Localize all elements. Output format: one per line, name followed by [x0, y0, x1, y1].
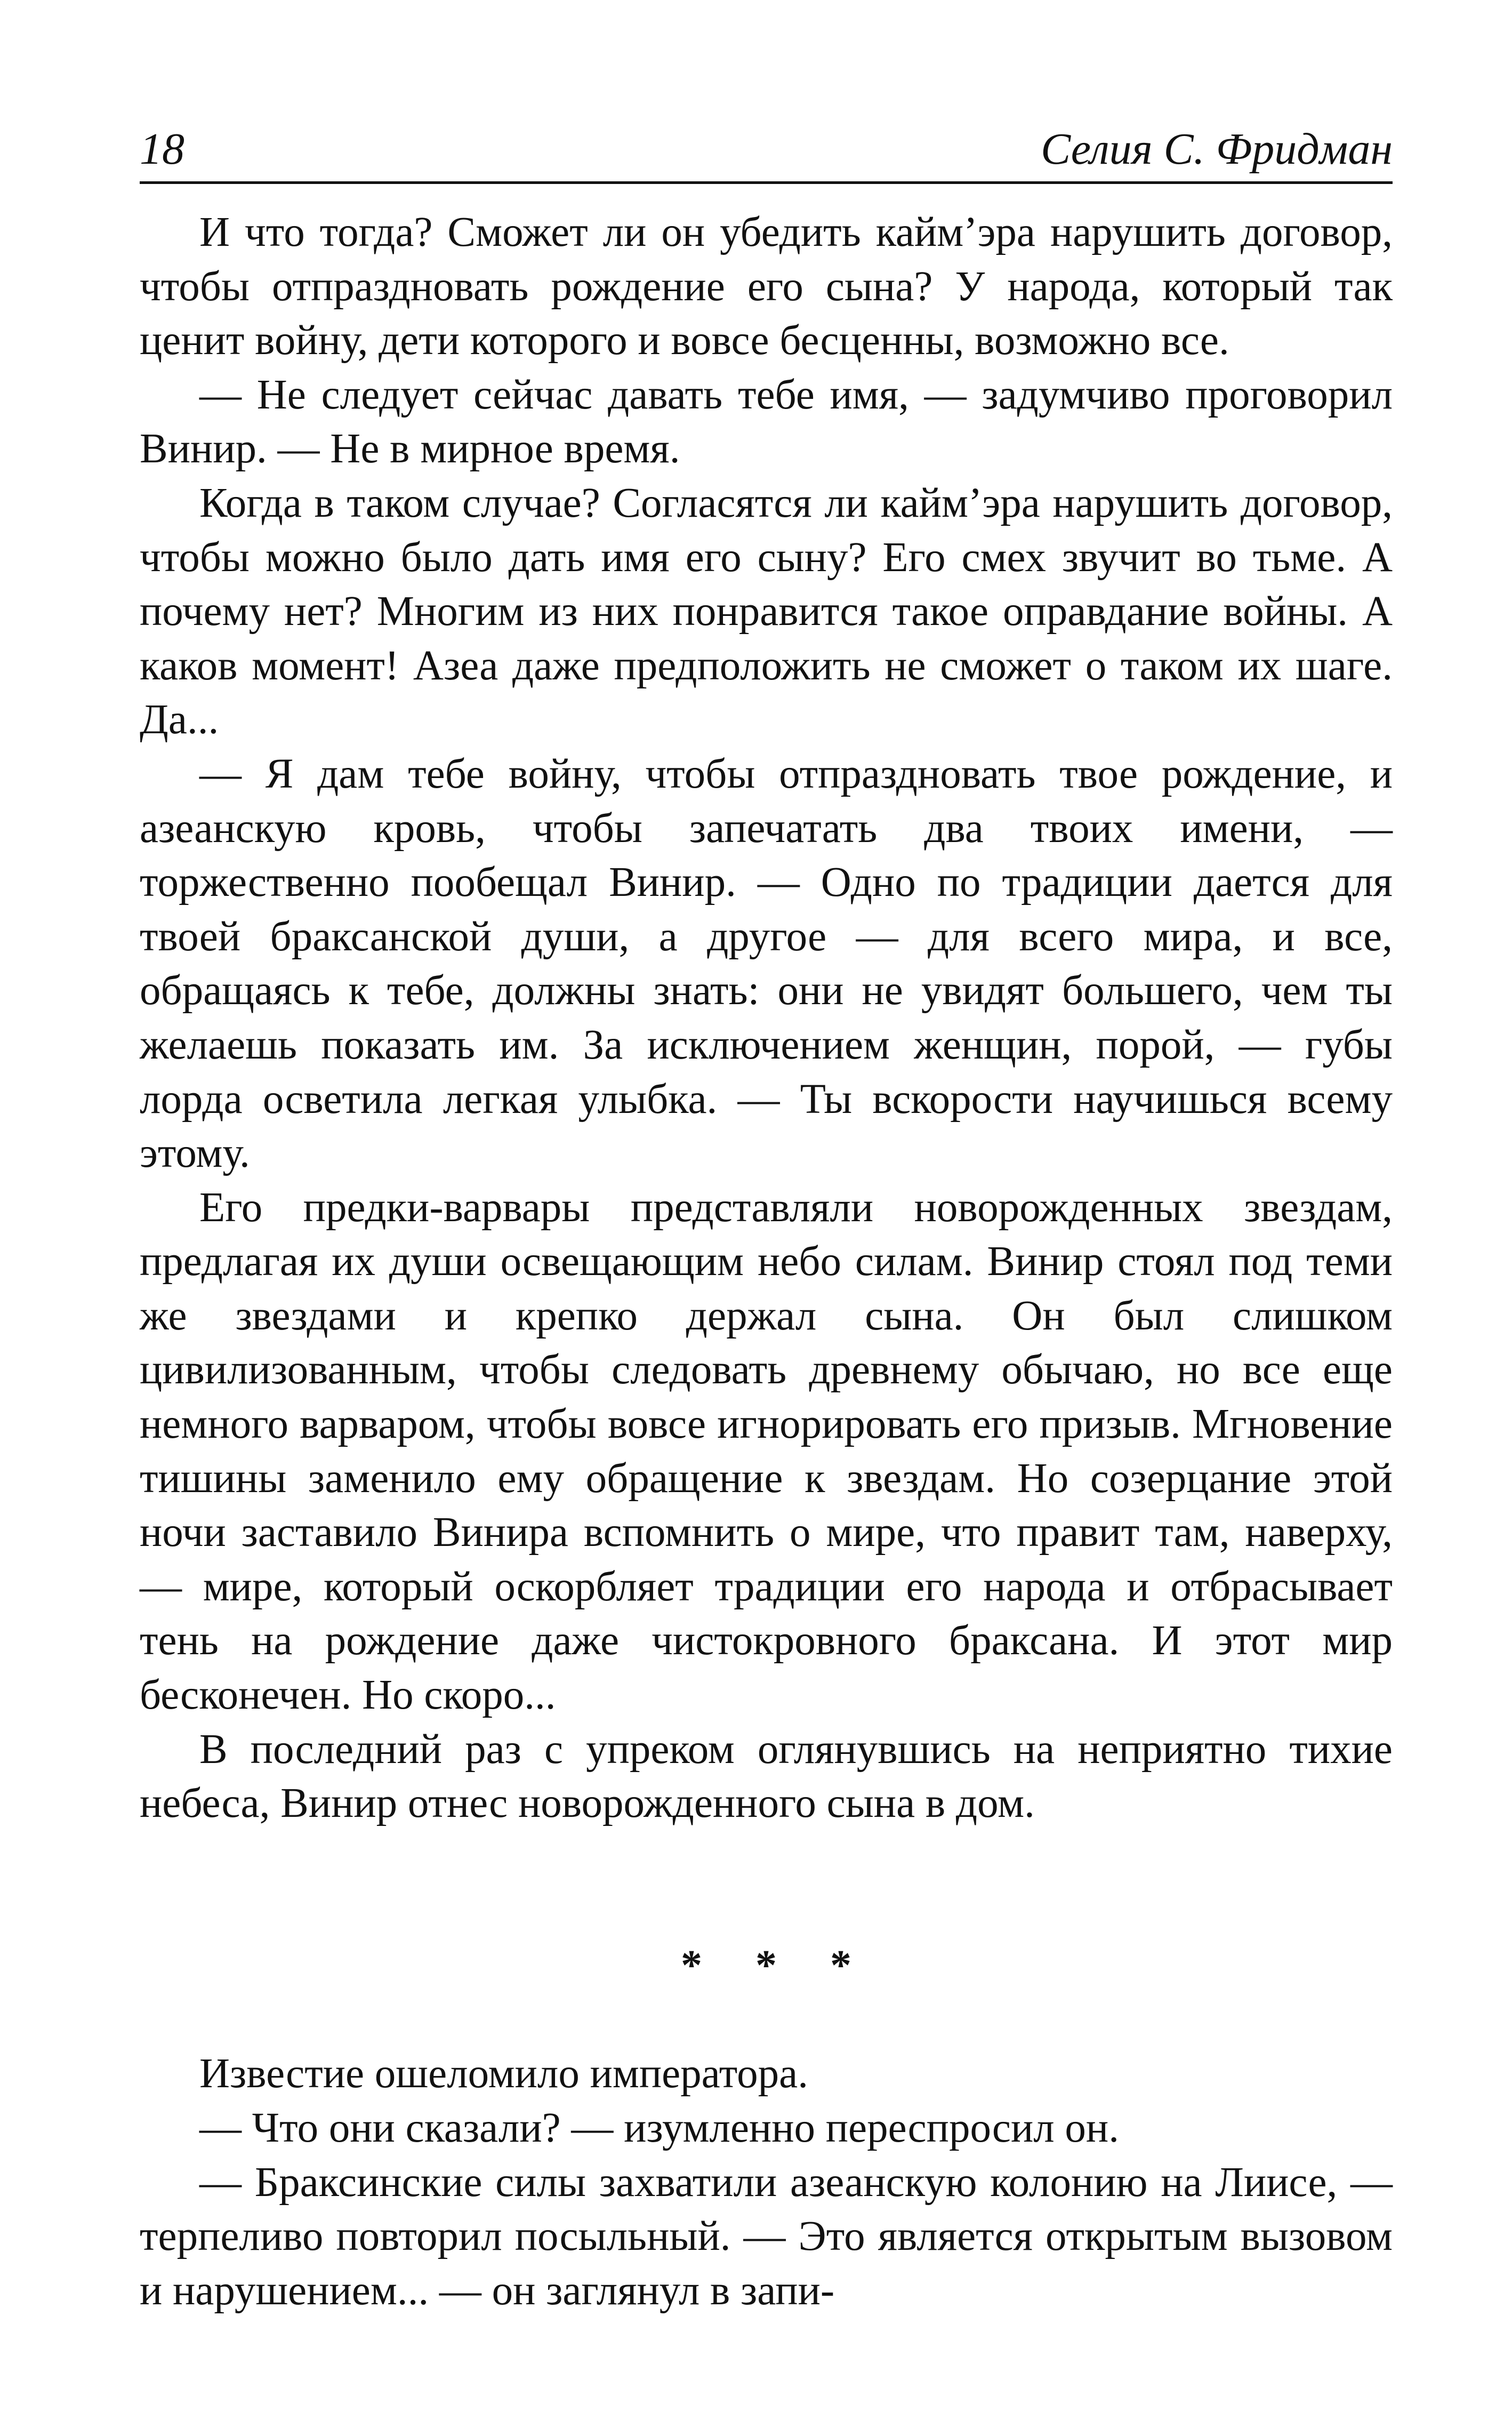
section-separator: * * * — [681, 1942, 873, 1989]
running-title: Селия С. Фридман — [1041, 124, 1393, 174]
page-number: 18 — [140, 124, 184, 174]
paragraph: В последний раз с упреком оглянувшись на неприятно тихие небеса, Винир отнес новорожденного сына в дом. — [140, 1726, 1393, 1827]
paragraph: Известие ошеломило императора. — [199, 2050, 808, 2097]
paragraph: Его предки-варвары представляли новорожденных звездам, предлагая их души освещающим небо силам. Винир стоял под теми же звездами и крепко держал сына. Он был слишком цивилизованным, чтобы следовать древнему обычаю, но все еще немного варваром, чтобы вовсе игнорировать его призыв. Мгновение тишины заменило ему обращение к звездам. Но созерцание этой ночи заставило Винира вспомнить о мире, что правит там, наверху, — мире, который оскорбляет традиции его народа и отбрасывает тень на рождение даже чистокровного браксана. И этот мир бесконечен. Но скоро... — [140, 1184, 1393, 1719]
body-text — [140, 205, 1393, 2318]
book-page — [140, 123, 1393, 2318]
paragraph: Когда в таком случае? Согласятся ли кайм’эра нарушить договор, чтобы можно было дать имя его сыну? Его смех звучит во тьме. А почему нет? Многим из них понравится такое оправдание войны. А каков момент! Азеа даже предположить не сможет о таком их шаге. Да... — [140, 479, 1393, 743]
paragraph: — Что они сказали? — изумленно переспросил он. — [199, 2105, 1119, 2151]
paragraph: И что тогда? Сможет ли он убедить кайм’эра нарушить договор, чтобы отпраздновать рождение его сына? У народа, который так ценит войну, дети которого и вовсе бесценны, возможно все. — [140, 209, 1393, 364]
paragraph: — Браксинские силы захватили азеанскую колонию на Лиисе, — терпеливо повторил посыльный. — Это является открытым вызовом и нарушением... — он заглянул в запи- — [140, 2159, 1393, 2314]
paragraph: — Не следует сейчас давать тебе имя, — задумчиво проговорил Винир. — Не в мирное время. — [140, 371, 1393, 472]
running-head — [140, 123, 1393, 184]
paragraph: — Я дам тебе войну, чтобы отпраздновать твое рождение, и азеанскую кровь, чтобы запечатать два твоих имени, — торжественно пообещал Винир. — Одно по традиции дается для твоей браксанской души, а другое — для всего мира, и все, обращаясь к тебе, должны знать: они не увидят большего, чем ты желаешь показать им. За исключением женщин, порой, — губы лорда осветила легкая улыбка. — Ты вскорости научишься всему этому. — [140, 750, 1393, 1177]
